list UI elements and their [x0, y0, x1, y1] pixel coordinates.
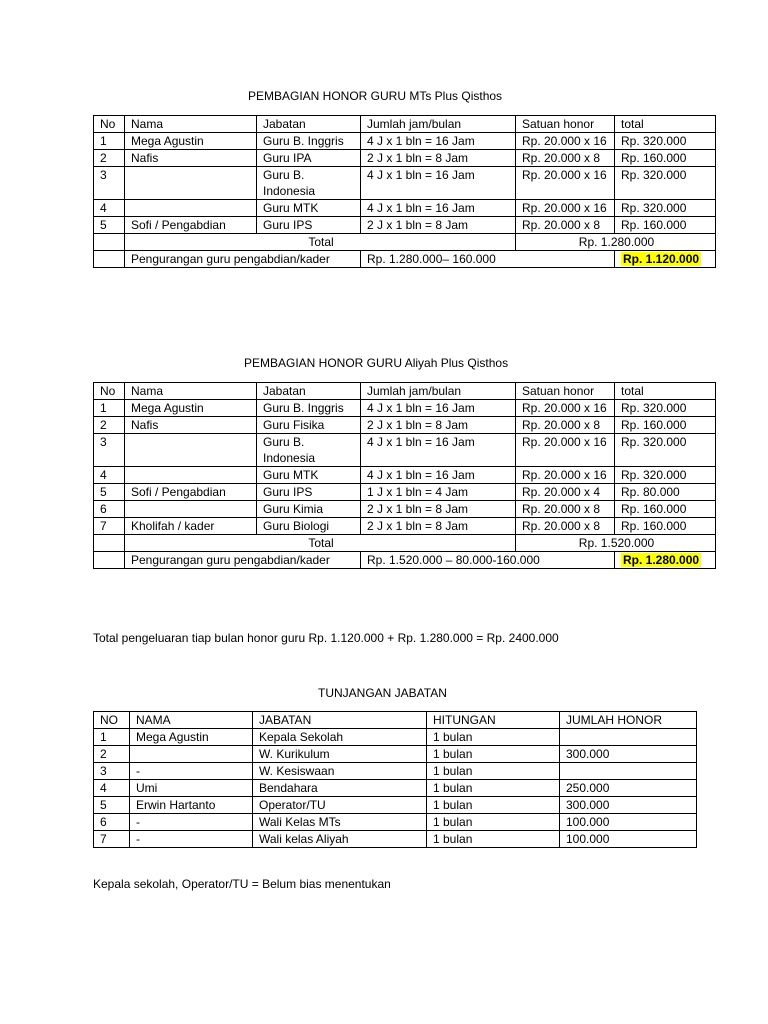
table-cell: Guru Biologi — [257, 518, 361, 535]
table-cell: Guru IPS — [257, 217, 361, 234]
table-cell: Mega Agustin — [130, 729, 253, 746]
reduction-result — [615, 251, 716, 268]
table-cell: 250.000 — [560, 780, 697, 797]
table-cell: Bendahara — [253, 780, 427, 797]
table-cell: 100.000 — [560, 831, 697, 848]
column-header: Jabatan — [257, 383, 361, 400]
column-header: total — [615, 116, 716, 133]
table-row — [94, 150, 716, 167]
table-cell: Guru IPA — [257, 150, 361, 167]
table-row — [94, 501, 716, 518]
table-cell: Rp. 160.000 — [615, 501, 716, 518]
column-header: Satuan honor — [516, 116, 615, 133]
table-cell: 2 J x 1 bln = 8 Jam — [361, 518, 516, 535]
table-cell: Rp. 20.000 x 16 — [516, 200, 615, 217]
table-cell: 6 — [94, 814, 130, 831]
table-cell: 2 J x 1 bln = 8 Jam — [361, 417, 516, 434]
table-cell: W. Kesiswaan — [253, 763, 427, 780]
table-cell: - — [130, 831, 253, 848]
column-header: Jumlah jam/bulan — [361, 383, 516, 400]
aliyah-title: PEMBAGIAN HONOR GURU Aliyah Plus Qisthos — [244, 356, 509, 370]
highlighted-result: Rp. 1.120.000 — [623, 252, 700, 266]
table-cell: Rp. 320.000 — [615, 167, 716, 200]
table-cell: 7 — [94, 518, 125, 535]
table-cell: Rp. 320.000 — [615, 400, 716, 417]
table-row — [94, 434, 716, 467]
total-label: Total — [125, 535, 516, 552]
table-cell: 1 — [94, 133, 125, 150]
table-cell — [94, 552, 125, 569]
footer-note: Kepala sekolah, Operator/TU = Belum bias menentukan — [93, 877, 391, 891]
table-cell — [94, 251, 125, 268]
table-cell: 2 J x 1 bln = 8 Jam — [361, 150, 516, 167]
table-row — [94, 167, 716, 200]
column-header: Jumlah jam/bulan — [361, 116, 516, 133]
reduction-row — [94, 251, 716, 268]
table-cell: Kepala Sekolah — [253, 729, 427, 746]
table-cell: - — [130, 763, 253, 780]
aliyah-table-body — [94, 383, 716, 569]
reduction-calculation: Rp. 1.520.000 – 80.000-160.000 — [361, 552, 615, 569]
table-cell: W. Kurikulum — [253, 746, 427, 763]
table-cell: Rp. 80.000 — [615, 484, 716, 501]
table-cell: 4 J x 1 bln = 16 Jam — [361, 434, 516, 467]
table-cell: Kholifah / kader — [125, 518, 257, 535]
column-header: NO — [94, 712, 130, 729]
table-cell: Erwin Hartanto — [130, 797, 253, 814]
tunjangan-table — [93, 711, 697, 848]
table-cell: Rp. 20.000 x 16 — [516, 434, 615, 467]
table-cell: Rp. 160.000 — [615, 150, 716, 167]
table-cell: 3 — [94, 167, 125, 200]
table-cell: 5 — [94, 217, 125, 234]
table-row — [94, 763, 697, 780]
table-cell: 6 — [94, 501, 125, 518]
table-cell — [560, 729, 697, 746]
column-header: Nama — [125, 116, 257, 133]
table-cell: Guru B. Indonesia — [257, 434, 361, 467]
table-cell — [560, 763, 697, 780]
table-cell: Wali kelas Aliyah — [253, 831, 427, 848]
table-cell: 3 — [94, 763, 130, 780]
table-cell: Sofi / Pengabdian — [125, 484, 257, 501]
table-cell: 4 — [94, 200, 125, 217]
table-cell: Operator/TU — [253, 797, 427, 814]
table-cell: 5 — [94, 484, 125, 501]
table-row — [94, 200, 716, 217]
table-cell: Rp. 160.000 — [615, 417, 716, 434]
table-row — [94, 217, 716, 234]
column-header: NAMA — [130, 712, 253, 729]
table-cell: Rp. 320.000 — [615, 133, 716, 150]
table-cell: 2 J x 1 bln = 8 Jam — [361, 217, 516, 234]
table-cell: 2 — [94, 746, 130, 763]
reduction-calculation: Rp. 1.280.000– 160.000 — [361, 251, 615, 268]
table-cell: Guru Fisika — [257, 417, 361, 434]
table-cell — [130, 746, 253, 763]
table-cell: 3 — [94, 434, 125, 467]
table-cell: - — [130, 814, 253, 831]
column-header: No — [94, 116, 125, 133]
table-row — [94, 400, 716, 417]
total-label: Total — [125, 234, 516, 251]
table-cell: 1 bulan — [427, 763, 560, 780]
mts-table-body — [94, 116, 716, 268]
reduction-row — [94, 552, 716, 569]
table-row — [94, 814, 697, 831]
table-cell: 1 bulan — [427, 814, 560, 831]
table-cell: 5 — [94, 797, 130, 814]
column-header: HITUNGAN — [427, 712, 560, 729]
total-row — [94, 234, 716, 251]
mts-honor-table — [93, 115, 716, 268]
reduction-result — [615, 552, 716, 569]
table-cell: Rp. 20.000 x 8 — [516, 417, 615, 434]
table-cell: Rp. 320.000 — [615, 434, 716, 467]
table-cell: Guru IPS — [257, 484, 361, 501]
table-cell: 4 J x 1 bln = 16 Jam — [361, 200, 516, 217]
table-cell: 1 bulan — [427, 746, 560, 763]
table-cell: Guru MTK — [257, 200, 361, 217]
table-cell: 4 J x 1 bln = 16 Jam — [361, 400, 516, 417]
table-cell: Rp. 160.000 — [615, 518, 716, 535]
table-cell: Wali Kelas MTs — [253, 814, 427, 831]
table-cell: 4 J x 1 bln = 16 Jam — [361, 467, 516, 484]
table-cell: Rp. 160.000 — [615, 217, 716, 234]
table-cell — [94, 535, 125, 552]
total-row — [94, 535, 716, 552]
column-header: Satuan honor — [516, 383, 615, 400]
total-value: Rp. 1.280.000 — [516, 234, 716, 251]
table-cell: 4 J x 1 bln = 16 Jam — [361, 133, 516, 150]
column-header: total — [615, 383, 716, 400]
table-header-row — [94, 712, 697, 729]
table-cell: Rp. 320.000 — [615, 200, 716, 217]
reduction-label: Pengurangan guru pengabdian/kader — [125, 251, 361, 268]
table-cell — [125, 501, 257, 518]
table-cell: Rp. 20.000 x 16 — [516, 467, 615, 484]
table-cell: 2 — [94, 417, 125, 434]
table-cell: 1 — [94, 729, 130, 746]
table-cell: 1 — [94, 400, 125, 417]
table-cell: Mega Agustin — [125, 400, 257, 417]
table-row — [94, 133, 716, 150]
table-cell: 4 J x 1 bln = 16 Jam — [361, 167, 516, 200]
table-cell — [125, 200, 257, 217]
column-header: Nama — [125, 383, 257, 400]
table-cell: Rp. 20.000 x 8 — [516, 217, 615, 234]
table-cell — [125, 167, 257, 200]
table-row — [94, 518, 716, 535]
total-value: Rp. 1.520.000 — [516, 535, 716, 552]
table-cell: Guru Kimia — [257, 501, 361, 518]
table-cell — [125, 467, 257, 484]
table-cell: 100.000 — [560, 814, 697, 831]
table-header-row — [94, 383, 716, 400]
table-cell: Rp. 20.000 x 16 — [516, 133, 615, 150]
table-cell: Rp. 320.000 — [615, 467, 716, 484]
table-cell: Rp. 20.000 x 4 — [516, 484, 615, 501]
table-cell: Mega Agustin — [125, 133, 257, 150]
table-cell — [94, 234, 125, 251]
reduction-label: Pengurangan guru pengabdian/kader — [125, 552, 361, 569]
column-header: JUMLAH HONOR — [560, 712, 697, 729]
table-cell: 300.000 — [560, 746, 697, 763]
table-row — [94, 746, 697, 763]
table-cell: Rp. 20.000 x 16 — [516, 167, 615, 200]
mts-title: PEMBAGIAN HONOR GURU MTs Plus Qisthos — [248, 89, 503, 103]
table-cell: 1 bulan — [427, 831, 560, 848]
table-cell: 1 J x 1 bln = 4 Jam — [361, 484, 516, 501]
table-cell: 7 — [94, 831, 130, 848]
table-header-row — [94, 116, 716, 133]
table-cell: Guru B. Indonesia — [257, 167, 361, 200]
table-row — [94, 467, 716, 484]
table-cell: Guru MTK — [257, 467, 361, 484]
column-header: Jabatan — [257, 116, 361, 133]
table-cell: Rp. 20.000 x 8 — [516, 501, 615, 518]
table-cell: Rp. 20.000 x 16 — [516, 400, 615, 417]
table-cell: 300.000 — [560, 797, 697, 814]
table-cell: Sofi / Pengabdian — [125, 217, 257, 234]
column-header: JABATAN — [253, 712, 427, 729]
monthly-total-summary: Total pengeluaran tiap bulan honor guru Rp. 1.120.000 + Rp. 1.280.000 = Rp. 2400.000 — [93, 631, 559, 645]
aliyah-honor-table — [93, 382, 716, 569]
table-row — [94, 831, 697, 848]
table-cell: 1 bulan — [427, 729, 560, 746]
table-cell: Nafis — [125, 417, 257, 434]
table-cell: 2 — [94, 150, 125, 167]
table-cell — [125, 434, 257, 467]
table-cell: 1 bulan — [427, 780, 560, 797]
table-cell: Umi — [130, 780, 253, 797]
table-row — [94, 780, 697, 797]
table-cell: Guru B. Inggris — [257, 400, 361, 417]
highlighted-result: Rp. 1.280.000 — [623, 553, 700, 567]
table-cell: Guru B. Inggris — [257, 133, 361, 150]
table-cell: 1 bulan — [427, 797, 560, 814]
table-row — [94, 484, 716, 501]
table-cell: 4 — [94, 780, 130, 797]
tunjangan-table-body — [94, 712, 697, 848]
table-cell: 4 — [94, 467, 125, 484]
table-row — [94, 729, 697, 746]
table-cell: Nafis — [125, 150, 257, 167]
tunjangan-title: TUNJANGAN JABATAN — [318, 686, 447, 700]
table-cell: Rp. 20.000 x 8 — [516, 518, 615, 535]
table-row — [94, 417, 716, 434]
table-cell: 2 J x 1 bln = 8 Jam — [361, 501, 516, 518]
column-header: No — [94, 383, 125, 400]
table-row — [94, 797, 697, 814]
table-cell: Rp. 20.000 x 8 — [516, 150, 615, 167]
